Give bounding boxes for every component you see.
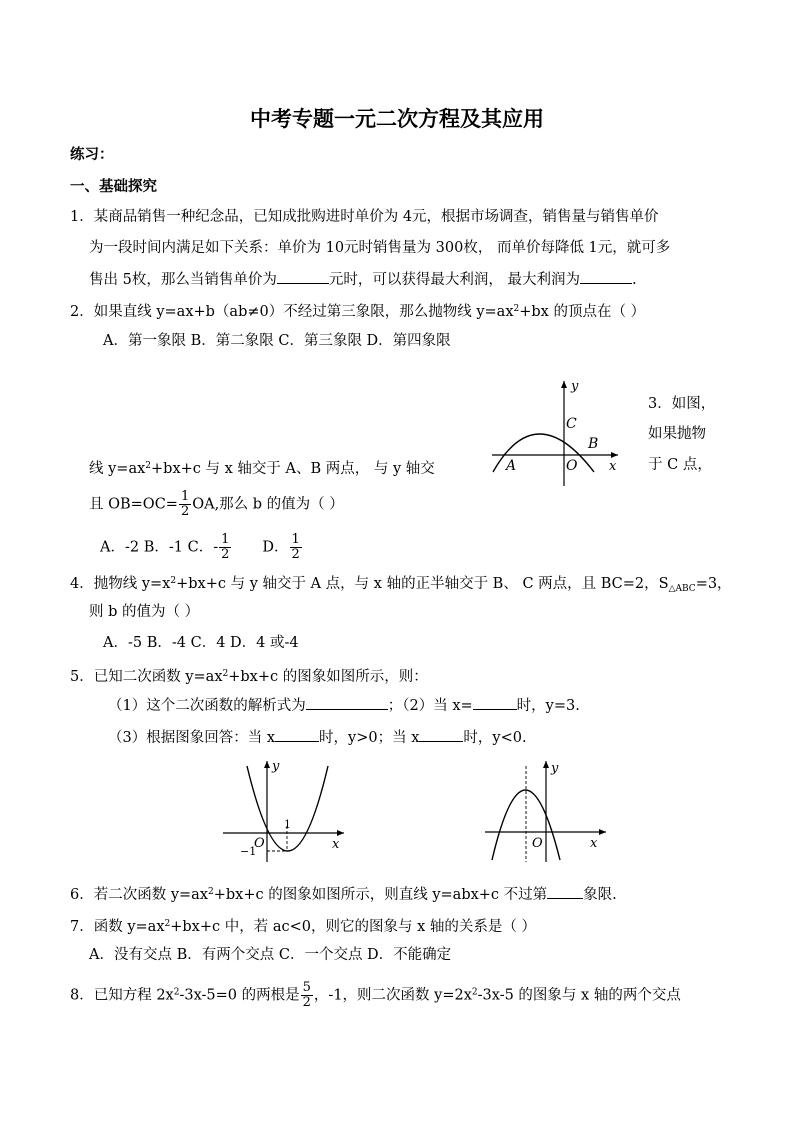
x-axis-arrow (611, 452, 618, 458)
q2-options: A．第一象限 B．第二象限 C．第三象限 D．第四象限 (103, 333, 451, 349)
y-axis-arrow (543, 761, 549, 768)
graph-label-y: y (551, 761, 559, 776)
page-title: 中考专题一元二次方程及其应用 (250, 107, 544, 131)
graph-label-y: y (571, 379, 579, 394)
q8-question: 8．已知方程 $2x^2-3x-5=0$ 的两根是 $\frac{5}{2}$ ，-1，则二次函数 $y=2x^2-3x-5$ 的图象与 x 轴的两个交点 (70, 980, 681, 1010)
graph-label-a: A (506, 458, 517, 474)
q5-part3: （3）根据图象回答：当 x 时，y>0；当 x 时，y<0. (108, 727, 527, 748)
x-axis-arrow (337, 830, 344, 836)
q3-text-right-1: 3．如图， (648, 396, 716, 412)
q5-part1: （1）这个二次函数的解析式为 ；（2）当 x= 时，y=3. (108, 695, 580, 716)
q5-parabola-graph (220, 758, 350, 868)
answer-blank (306, 695, 388, 710)
q3-options: A．-2 B．-1 C．- $\frac{1}{2}$ D． $\frac{1}{2}$ (100, 532, 300, 562)
answer-blank (277, 269, 329, 284)
fraction-one-half: $\frac{1}{2}$ (291, 532, 300, 562)
fraction-five-halves: $\frac{5}{2}$ (302, 980, 311, 1010)
q4-options: A．-5 B．-4 C．4 D．4 或-4 (103, 635, 299, 651)
answer-blank (473, 695, 517, 710)
q3-text-right-3: 于 C 点， (648, 457, 712, 473)
graph-label-x: x (609, 459, 617, 474)
q1-line2: 为一段时间内满足如下关系：单价为 10元时销售量为 300枚， 而单价每降低 1元，就可多 (89, 240, 671, 256)
q2-question: 2．如果直线 y=ax+b（ab≠0）不经过第三象限，那么抛物线 $y=ax^2+bx$ 的顶点在（ ） (70, 304, 646, 320)
q3-condition: 且 OB=OC= $\frac{1}{2}$ OA,那么 b 的值为（ ） (89, 489, 344, 519)
answer-blank (547, 884, 583, 899)
q4-line2: 则 b 的值为（ ） (89, 604, 200, 620)
q6-parabola-graph (482, 758, 612, 868)
q3-question: 线 $y=ax^2+bx+c$ 与 x 轴交于 A、B 两点， 与 y 轴交 (89, 461, 435, 477)
q1-line1: 1．某商品销售一种纪念品，已知成批购进时单价为 4元，根据市场调查，销售量与销售单价 (70, 209, 659, 225)
answer-blank (275, 727, 319, 742)
graph-label-c: C (566, 416, 577, 432)
q1-line3: 售出 5枚，那么当销售单价为 元时，可以获得最大利润， 最大利润为 . (89, 269, 637, 290)
practice-label: 练习： (70, 147, 114, 163)
graph-label-one: 1 (284, 818, 291, 831)
graph-label-b: B (588, 436, 599, 452)
y-axis-arrow (264, 761, 270, 768)
graph-label-x: x (590, 836, 598, 851)
parabola-curve (492, 790, 560, 860)
q6-question: 6．若二次函数 $y=ax^2+bx+c$ 的图象如图所示，则直线 y=abx+c 不过第 象限. (70, 882, 617, 905)
section-heading: 一、基础探究 (70, 179, 157, 195)
fraction-one-half: $\frac{1}{2}$ (180, 489, 190, 519)
answer-blank (580, 269, 632, 284)
graph-label-x: x (332, 837, 340, 852)
answer-blank (419, 727, 463, 742)
q5-question: 5．已知二次函数 $y=ax^2+bx+c$ 的图象如图所示，则： (70, 669, 428, 685)
graph-label-o: O (566, 458, 578, 474)
q4-question: 4．抛物线 $y=x^2+bx+c$ 与 y 轴交于 A 点，与 x 轴的正半轴交于 B、 C 两点，且 BC=2，$S_{\triangle ABC}=3$， (70, 576, 732, 594)
fraction-one-half: $\frac{1}{2}$ (221, 532, 230, 562)
y-axis-arrow (561, 381, 567, 388)
q3-text-right-2: 如果抛物 (648, 426, 706, 442)
q3-parabola-graph (490, 378, 625, 490)
x-axis-arrow (599, 829, 606, 835)
graph-label-o: O (254, 836, 265, 851)
graph-label-o: O (532, 836, 543, 851)
q7-options: A．没有交点 B．有两个交点 C．一个交点 D．不能确定 (89, 947, 452, 963)
graph-label-neg-one: −1 (240, 845, 257, 858)
graph-label-y: y (272, 759, 280, 774)
q7-question: 7．函数 $y=ax^2+bx+c$ 中，若 ac<0，则它的图象与 x 轴的关系是（ ） (70, 919, 536, 935)
